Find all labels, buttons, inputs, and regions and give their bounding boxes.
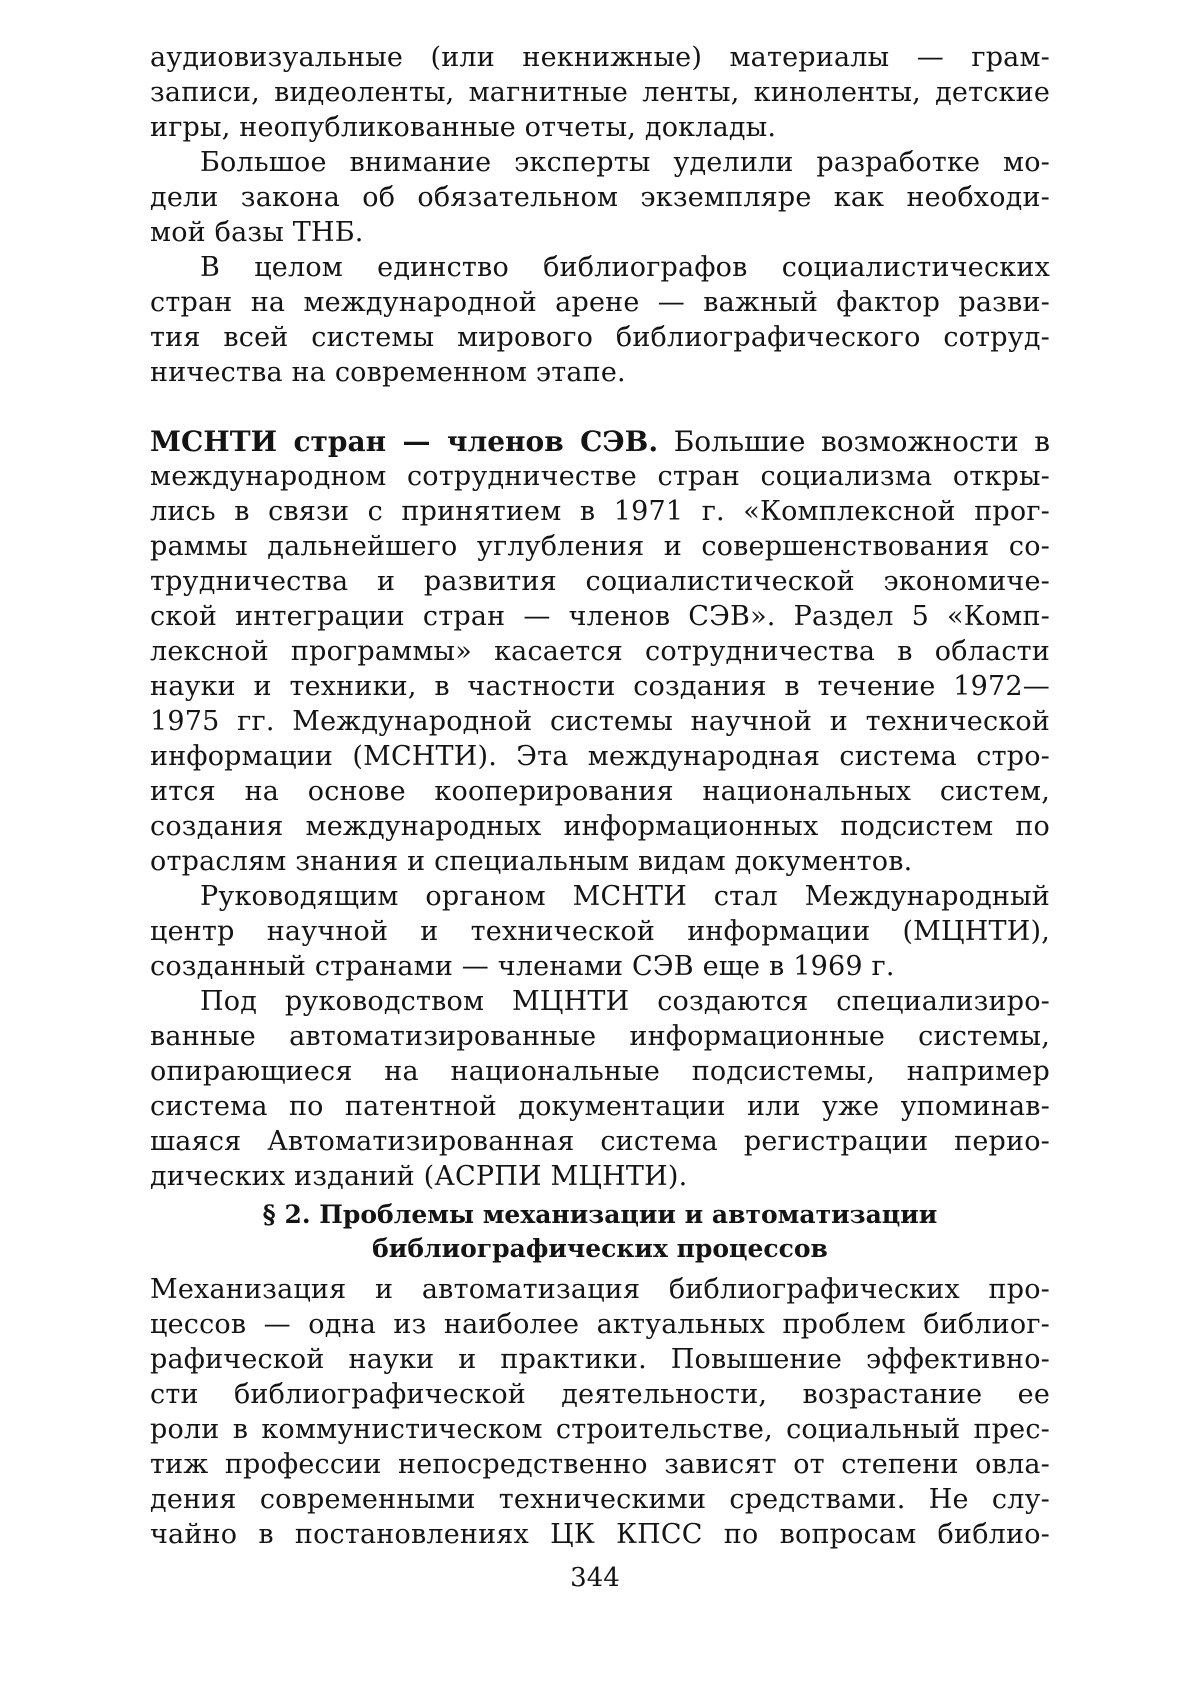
- text-line: центр научной и технической информации (МЦНТИ),: [150, 916, 1050, 947]
- text-line: записи, видеоленты, магнитные ленты, киноленты, детские: [150, 77, 1050, 108]
- msnti-lead-text: Большие возможности в: [673, 425, 1051, 458]
- text-line: созданный странами — членами СЭВ еще в 1969 г.: [150, 951, 895, 982]
- text-line: цессов — одна из наиболее актуальных проблем библиог-: [150, 1309, 1050, 1340]
- section-heading: [150, 1198, 1050, 1266]
- text-line: тия всей системы мирового библиографического сотруд-: [150, 322, 1050, 353]
- text-line: мой базы ТНБ.: [150, 217, 364, 248]
- text-line: дических изданий (АСРПИ МЦНТИ).: [150, 1161, 688, 1192]
- text-line: Руководящим органом МСНТИ стал Международный: [200, 881, 1050, 912]
- text-line: информации (МСНТИ). Эта международная система стро-: [150, 741, 1050, 772]
- paragraph-specialized-systems: [150, 984, 1050, 1194]
- text-line: науки и техники, в частности создания в течение 1972—: [150, 671, 1050, 702]
- paragraph-unity: [150, 250, 1050, 390]
- text-line: стран на международной арене — важный фактор разви-: [150, 287, 1050, 318]
- msnti-lead-line: [150, 424, 1050, 459]
- text-line: игры, неопубликованные отчеты, доклады.: [150, 112, 777, 143]
- text-line: Механизация и автоматизация библиографических про-: [150, 1274, 1050, 1305]
- paragraph-mcnti-center: [150, 879, 1050, 984]
- paragraph-model-law: [150, 145, 1050, 250]
- text-line: сти библиографической деятельности, возрастание ее: [150, 1379, 1050, 1410]
- text-line: шаяся Автоматизированная система регистрации перио-: [150, 1126, 1050, 1157]
- text-line: чайно в постановлениях ЦК КПСС по вопросам библио-: [150, 1519, 1050, 1550]
- paragraph-mechanization: [150, 1272, 1050, 1552]
- paragraph-audiovisual: [150, 40, 1050, 145]
- text-line: раммы дальнейшего углубления и совершенствования со-: [150, 531, 1050, 562]
- text-line: 1975 гг. Международной системы научной и технической: [150, 706, 1050, 737]
- text-line: дения современными техническими средствами. Не слу-: [150, 1484, 1050, 1515]
- text-line: трудничества и развития социалистической экономиче-: [150, 566, 1050, 597]
- text-line: Большое внимание эксперты уделили разработке мо-: [200, 147, 1050, 178]
- text-line: отраслям знания и специальным видам документов.: [150, 846, 913, 877]
- page-number: 344: [570, 1563, 620, 1593]
- section-gap: [150, 390, 1050, 424]
- text-line: тиж профессии непосредственно зависят от степени овла-: [150, 1449, 1050, 1480]
- text-line: ится на основе кооперирования национальных систем,: [150, 776, 1050, 807]
- text-line: аудиовизуальные (или некнижные) материалы — грам-: [150, 42, 1050, 73]
- text-line: система по патентной документации или уже упоминав-: [150, 1091, 1050, 1122]
- text-line: лексной программы» касается сотрудничества в области: [150, 636, 1050, 667]
- text-line: лись в связи с принятием в 1971 г. «Комплексной прог-: [150, 496, 1050, 527]
- text-line: рафической науки и практики. Повышение эффективно-: [150, 1344, 1050, 1375]
- text-line: ванные автоматизированные информационные системы,: [150, 1021, 1050, 1052]
- text-line: роли в коммунистическом строительстве, социальный прес-: [150, 1414, 1050, 1445]
- msnti-run-in-title: МСНТИ стран — членов СЭВ.: [150, 425, 659, 458]
- text-line: В целом единство библиографов социалистических: [200, 252, 1050, 283]
- section-heading-line-1: § 2. Проблемы механизации и автоматизации: [262, 1200, 938, 1229]
- text-line: ской интеграции стран — членов СЭВ». Раздел 5 «Комп-: [150, 601, 1050, 632]
- text-line: ничества на современном этапе.: [150, 357, 626, 388]
- section-heading-line-2: библиографических процессов: [372, 1234, 828, 1263]
- text-line: опирающиеся на национальные подсистемы, например: [150, 1056, 1050, 1087]
- text-line: дели закона об обязательном экземпляре как необходи-: [150, 182, 1050, 213]
- text-line: международном сотрудничестве стран социализма откры-: [150, 461, 1050, 492]
- text-line: создания международных информационных подсистем по: [150, 811, 1050, 842]
- paragraph-msnti: [150, 424, 1050, 879]
- page-body: [150, 40, 1050, 1552]
- text-line: Под руководством МЦНТИ создаются специализиро-: [200, 986, 1050, 1017]
